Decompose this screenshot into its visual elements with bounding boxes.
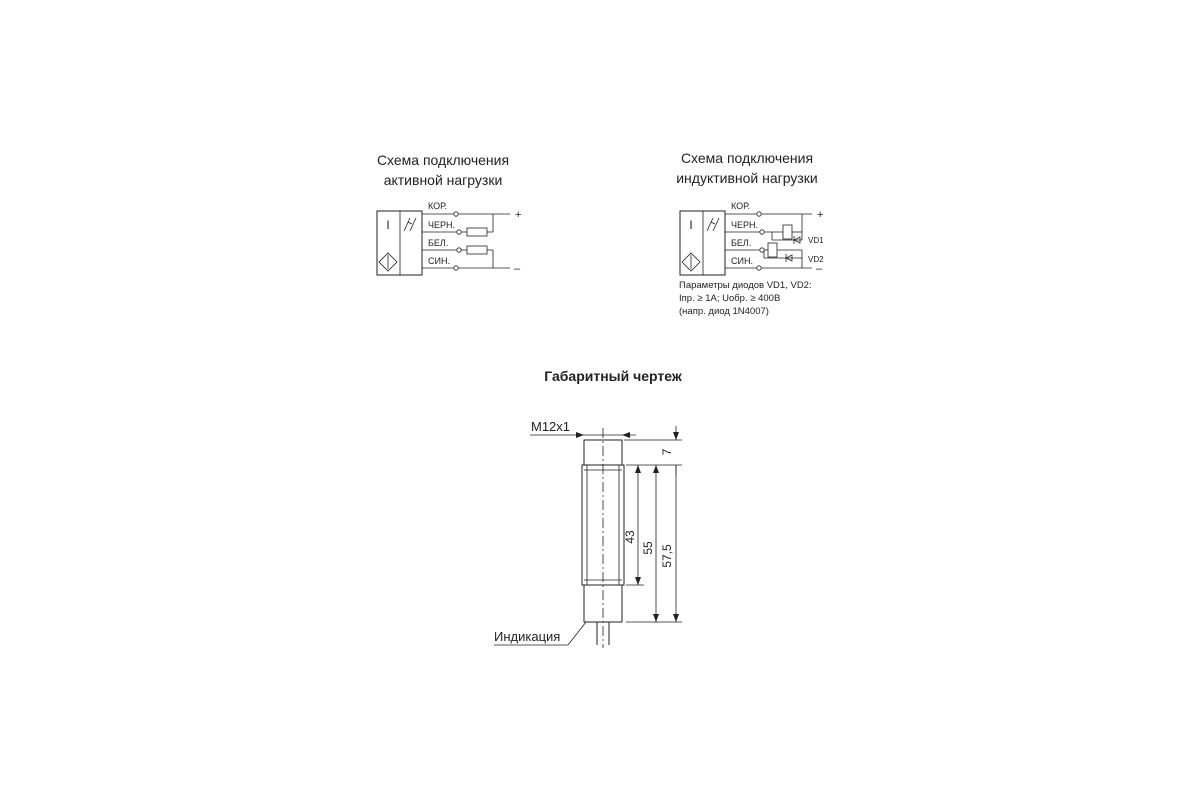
inductive-scheme-title-line2: индуктивной нагрузки [676, 170, 818, 186]
load-resistor-1 [467, 228, 487, 236]
dimension-55-label: 55 [641, 541, 655, 555]
diode-params-note-line2: Iпр. ≥ 1А; Uобр. ≥ 400В [679, 293, 781, 304]
dimension-57-5 [673, 465, 679, 622]
relay-coil-1 [783, 225, 792, 239]
proximity-sensor-icon [379, 253, 397, 271]
diode-vd2-label: VD2 [808, 255, 824, 264]
dimension-43 [635, 465, 641, 585]
dimension-43-label: 43 [623, 530, 637, 544]
proximity-sensor-icon [682, 253, 700, 271]
switch-contact-icon [707, 218, 719, 231]
sensor-block [377, 211, 422, 275]
inductive-plus-sign: + [817, 209, 824, 221]
active-scheme-title-line2: активной нагрузки [383, 172, 503, 188]
wire-label-white: БЕЛ. [428, 238, 449, 248]
inductive-scheme-title-line1: Схема подключения [680, 150, 814, 166]
active-minus-sign: – [514, 263, 521, 275]
dimensional-drawing-title: Габаритный чертеж [544, 368, 682, 384]
active-scheme-title-line1: Схема подключения [376, 152, 510, 168]
dimensional-drawing [494, 368, 683, 648]
sensor-block [680, 211, 725, 275]
inductive-load-scheme [676, 150, 824, 317]
sensor-block-symbol: I [689, 218, 693, 232]
dimension-7-label: 7 [660, 448, 674, 456]
diode-params-note-line3: (напр. диод 1N4007) [679, 306, 769, 317]
wire-label-case: КОР. [428, 201, 447, 211]
inductive-minus-sign: – [816, 263, 823, 275]
wire-label-white: БЕЛ. [731, 238, 752, 248]
relay-coil-2 [768, 243, 777, 257]
wire-label-blue: СИН. [428, 256, 450, 266]
thread-label: М12х1 [531, 419, 571, 434]
active-plus-sign: + [515, 209, 522, 221]
active-load-scheme [377, 152, 522, 275]
wire-label-case: КОР. [731, 201, 750, 211]
wire-label-black: ЧЕРН. [428, 220, 456, 230]
wire-label-black: ЧЕРН. [731, 220, 759, 230]
switch-contact-icon [404, 218, 416, 231]
wire-label-blue: СИН. [731, 256, 753, 266]
diode-params-note-line1: Параметры диодов VD1, VD2: [679, 280, 812, 291]
sensor-block-symbol: I [386, 218, 390, 232]
load-resistor-2 [467, 246, 487, 254]
indication-label: Индикация [494, 629, 561, 644]
diode-vd1-label: VD1 [808, 236, 824, 245]
dimension-57-5-label: 57,5 [660, 544, 674, 568]
